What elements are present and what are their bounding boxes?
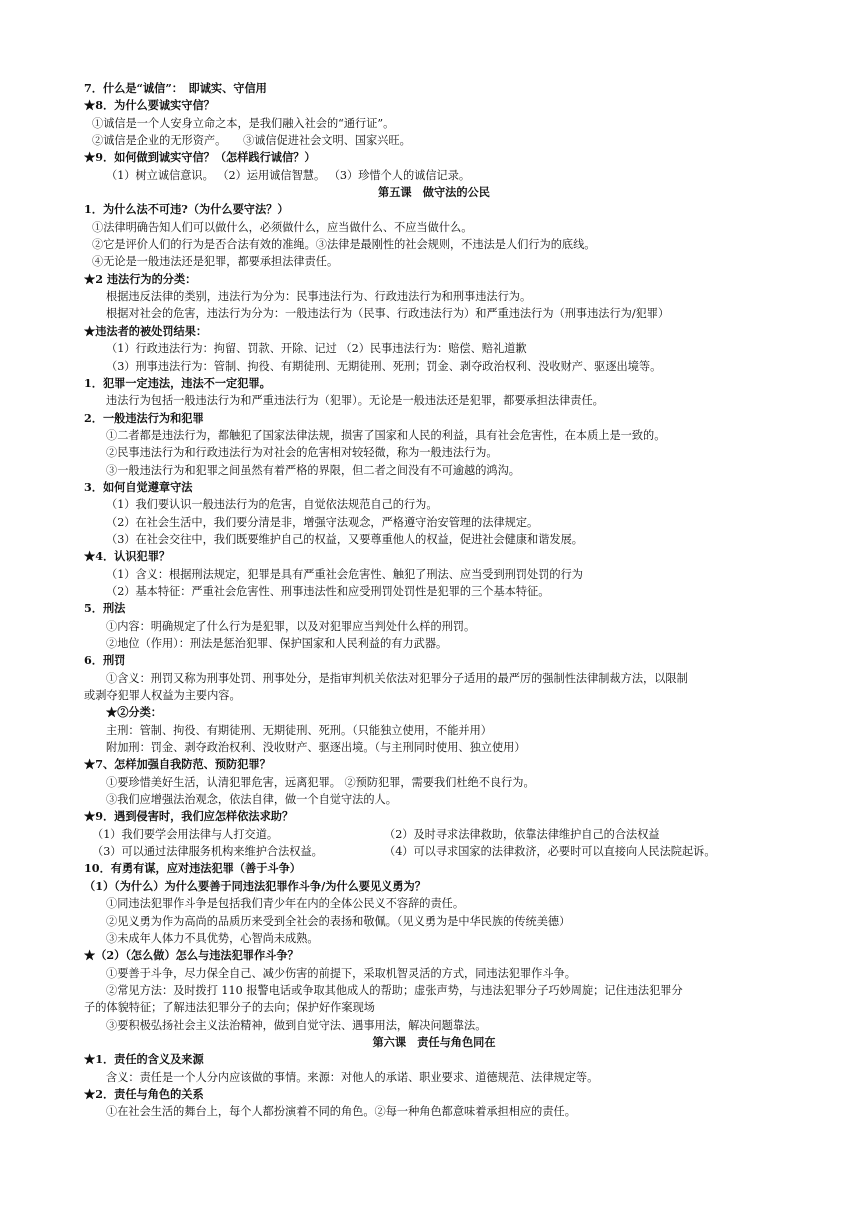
l5-q1-point-2: ②它是评价人们的行为是否合法有效的准绳。③法律是最刚性的社会规则，不违法是人们行为的底线。	[92, 238, 596, 252]
brave-how-heading: ★（2）（怎么做）怎么与违法犯罪作斗争？	[84, 948, 299, 963]
obey-law-1: （1）我们要认识一般违法行为的危害，自觉依法规范自己的行为。	[106, 498, 438, 512]
l5-q1-heading: 1．为什么法不可违?（为什么要守法？）	[84, 202, 289, 217]
brave-how-2: ②常见方法：及时拨打 110 报警电话或争取其他成人的帮助；虚张声势，与违法犯罪分子巧妙周旋；记住违法犯罪分	[106, 983, 683, 997]
punishment-definition-cont: 或剥夺犯罪人权益为主要内容。	[84, 689, 241, 703]
brave-why-heading: （1）（为什么）为什么要善于同违法犯罪作斗争/为什么要见义勇为？	[84, 878, 426, 893]
responsibility-definition: 含义：责任是一个人分内应该做的事情。来源：对他人的承诺、职业要求、道德规范、法律规定等。	[106, 1070, 599, 1084]
brave-heading: 10．有勇有谋，应对违法犯罪（善于斗争）	[84, 861, 301, 876]
seek-help-2: （2）及时寻求法律救助，依靠法律维护自己的合法权益	[384, 827, 660, 841]
answer-9: （1）树立诚信意识。 （2）运用诚信智慧。 （3）珍惜个人的诚信记录。	[106, 168, 471, 182]
crime-illegal-heading: 1．犯罪一定违法，违法不一定犯罪。	[84, 375, 271, 390]
l5-q1-point-4: ④无论是一般违法还是犯罪，都要承担法律责任。	[92, 255, 339, 269]
crime-heading: ★4．认识犯罪？	[84, 549, 171, 564]
penalty-criminal: （3）刑事违法行为：管制、拘役、有期徒刑、无期徒刑、死刑；罚金、剥夺政治权利、没收财产、驱逐出境等。	[106, 359, 662, 373]
role-heading: ★2．责任与角色的关系	[84, 1086, 204, 1101]
l5-q1-point-1: ①法律明确告知人们可以做什么，必须做什么，应当做什么、不应当做什么。	[92, 220, 473, 234]
brave-why-2: ②见义勇为作为高尚的品质历来受到全社会的表扬和敬佩。（见义勇为是中华民族的传统美德）	[106, 914, 571, 928]
l5-q2-harm: 根据对社会的危害，违法行为分为：一般违法行为（民事、行政违法行为）和严重违法行为（刑事违法行为/犯罪）	[106, 307, 670, 321]
punishment-definition: ①含义：刑罚又称为刑事处罚、刑事处分，是指审判机关依法对犯罪分子适用的最严厉的强制性法律制裁方法，以限制	[106, 671, 688, 685]
criminal-law-content: ①内容：明确规定了什么行为是犯罪，以及对犯罪应当判处什么样的刑罚。	[106, 619, 476, 633]
brave-why-3: ③未成年人体力不具优势，心智尚未成熟。	[106, 931, 319, 945]
seek-help-4: （4）可以寻求国家的法律救济，必要时可以直接向人民法院起诉。	[384, 845, 716, 859]
seek-help-3: （3）可以通过法律服务机构来维护合法权益。	[92, 845, 323, 859]
l5-q2-category: 根据违反法律的类别，违法行为分为：民事违法行为、行政违法行为和刑事违法行为。	[106, 290, 532, 304]
crime-illegal-text: 违法行为包括一般违法行为和严重违法行为（犯罪）。无论是一般违法还是犯罪，都要承担法律责任。	[106, 394, 604, 408]
seek-help-1: （1）我们要学会用法律与人打交道。	[92, 827, 279, 841]
question-8-heading: ★8．为什么要诚实守信？	[84, 98, 215, 113]
brave-how-1: ①要善于斗争，尽力保全自己、减少伤害的前提下，采取机智灵活的方式，同违法犯罪作斗争。	[106, 966, 576, 980]
document-page	[84, 80, 784, 1121]
general-vs-crime-heading: 2．一般违法行为和犯罪	[84, 410, 204, 425]
question-9-heading: ★9．如何做到诚实守信？（怎样践行诚信？）	[84, 150, 316, 165]
brave-why-1: ①同违法犯罪作斗争是包括我们青少年在内的全体公民义不容辞的责任。	[106, 897, 465, 911]
prevention-1-2: ①要珍惜美好生活，认清犯罪危害，远离犯罪。 ②预防犯罪，需要我们杜绝不良行为。	[106, 775, 535, 789]
punishment-types-heading: ★②分类：	[106, 705, 162, 720]
principal-penalty: 主刑：管制、拘役、有期徒刑、无期徒刑、死刑。（只能独立使用，不能并用）	[106, 723, 492, 737]
punishment-heading: 6．刑罚	[84, 653, 126, 668]
role-text: ①在社会生活的舞台上，每个人都扮演着不同的角色。②每一种角色都意味着承担相应的责任。	[106, 1105, 576, 1119]
seek-help-row-2	[84, 843, 784, 860]
criminal-law-heading: 5．刑法	[84, 601, 126, 616]
crime-definition: （1）含义：根据刑法规定，犯罪是具有严重社会危害性、触犯了刑法、应当受到刑罚处罚的行为	[106, 567, 583, 581]
criminal-law-status: ②地位（作用）：刑法是惩治犯罪、保护国家和人民利益的有力武器。	[106, 637, 448, 650]
brave-how-2-cont: 子的体貌特征；了解违法犯罪分子的去向；保护好作案现场	[84, 1001, 375, 1015]
additional-penalty: 附加刑：罚金、剥夺政治权利、没收财产、驱逐出境。（与主刑同时使用、独立使用）	[106, 741, 526, 755]
obey-law-3: （3）在社会交往中，我们既要维护自己的权益，又要尊重他人的权益，促进社会健康和谐发展。	[106, 532, 583, 546]
prevention-heading: ★7、怎样加强自我防范、预防犯罪？	[84, 757, 271, 772]
prevention-3: ③我们应增强法治观念，依法自律，做一个自觉守法的人。	[106, 793, 397, 807]
responsibility-heading: ★1．责任的含义及来源	[84, 1052, 204, 1067]
penalty-admin-civil: （1）行政违法行为：拘留、罚款、开除、记过 （2）民事违法行为：赔偿、赔礼道歉	[106, 342, 527, 356]
seek-help-row-1	[84, 826, 784, 843]
crime-features: （2）基本特征：严重社会危害性、刑事违法性和应受刑罚处罚性是犯罪的三个基本特征。	[106, 584, 550, 598]
l5-q2-heading: ★2 违法行为的分类：	[84, 271, 197, 286]
lesson-6-title: 第六课 责任与角色同在	[372, 1034, 496, 1049]
obey-law-2: （2）在社会生活中，我们要分清是非，增强守法观念，严格遵守治安管理的法律规定。	[106, 515, 539, 529]
general-vs-crime-3: ③一般违法行为和犯罪之间虽然有着严格的界限，但二者之间没有不可逾越的鸿沟。	[106, 463, 520, 477]
obey-law-heading: 3．如何自觉遵章守法	[84, 479, 193, 494]
seek-help-heading: ★9．遇到侵害时，我们应怎样依法求助？	[84, 809, 294, 824]
general-vs-crime-1: ①二者都是违法行为，都触犯了国家法律法规，损害了国家和人民的利益，具有社会危害性，在本质上是一致的。	[106, 428, 666, 442]
penalty-heading: ★违法者的被处罚结果：	[84, 323, 208, 338]
general-vs-crime-2: ②民事违法行为和行政违法行为对社会的危害相对较轻微，称为一般违法行为。	[106, 446, 498, 460]
answer-8-1: ①诚信是一个人安身立命之本，是我们融入社会的“通行证”。	[92, 116, 395, 130]
brave-how-3: ③要积极弘扬社会主义法治精神，做到自觉守法、遇事用法，解决问题靠法。	[106, 1018, 487, 1032]
answer-8-2: ②诚信是企业的无形资产。 ③诚信促进社会文明、国家兴旺。	[92, 134, 411, 148]
question-7: 7．什么是“诚信”： 即诚实、守信用	[84, 81, 267, 95]
lesson-5-title: 第五课 做守法的公民	[378, 185, 490, 200]
